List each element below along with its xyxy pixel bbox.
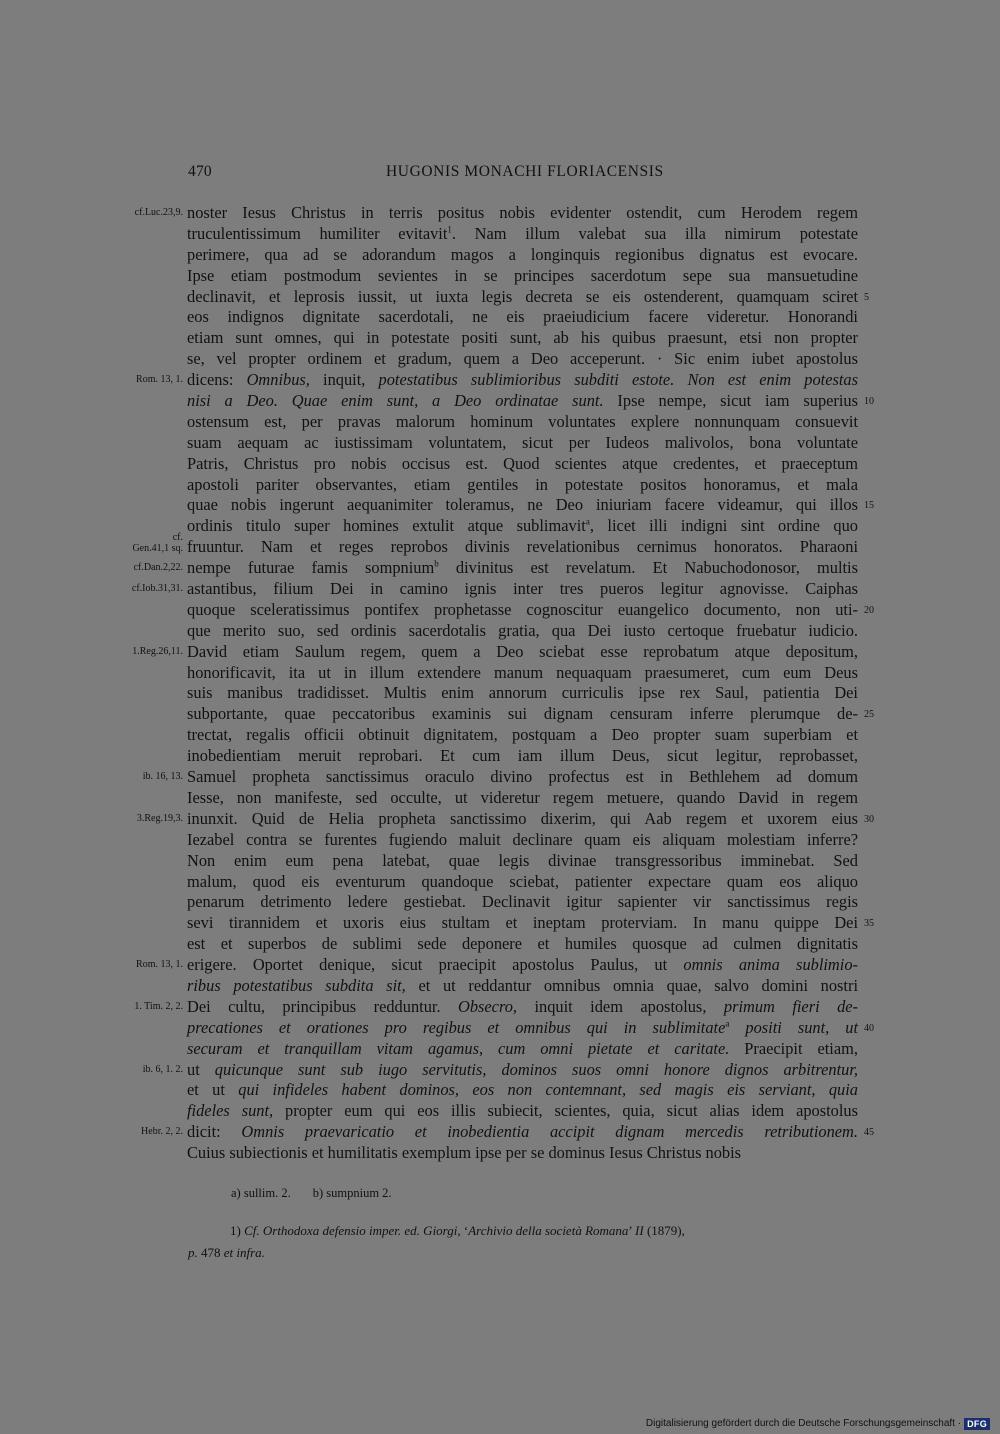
text-line	[0, 851, 1000, 872]
margin-reference: ib. 16, 13.	[142, 771, 183, 783]
text-line	[0, 475, 1000, 496]
text-line	[0, 913, 1000, 934]
text-line	[0, 997, 1000, 1018]
dfg-logo-icon[interactable]: DFG	[964, 1418, 990, 1430]
line-text: Iezabel contra se furentes fugiendo maluit declinare quam eis aliquam molestiam inferre?	[187, 829, 858, 849]
line-number: 15	[864, 500, 874, 512]
text-line	[0, 830, 1000, 851]
line-number: 25	[864, 709, 874, 721]
line-text: que merito suo, sed ordinis sacerdotalis gratia, qua Dei iusto certoque fruebatur iudicio.	[187, 620, 858, 640]
text-line	[0, 872, 1000, 893]
line-text: penarum detrimento ledere gestiebat. Declinavit igitur sapienter vir sanctissimus regis	[187, 892, 858, 912]
line-number: 45	[864, 1127, 874, 1139]
line-text: Patris, Christus pro nobis occisus est. Quod scientes atque credentes, et praeceptum	[187, 453, 858, 473]
text-line	[0, 245, 1000, 266]
line-text: apostoli pariter observantes, etiam gentiles in potestate positos honoramus, et mala	[187, 474, 858, 494]
line-text: declinavit, et leprosis iussit, ut iuxta legis decreta se eis ostenderent, quamquam sciret	[187, 286, 858, 306]
text-line	[0, 976, 1000, 997]
text-line	[0, 1143, 1000, 1164]
line-text: erigere. Oportet denique, sicut praecipit apostolus Paulus, ut omnis anima sublimio-	[187, 955, 858, 975]
text-line	[0, 767, 1000, 788]
text-line	[0, 412, 1000, 433]
text-line	[0, 1080, 1000, 1101]
text-line	[0, 203, 1000, 224]
text-line	[0, 287, 1000, 308]
line-text: etiam sunt omnes, qui in potestate positi sunt, ab his quibus praesunt, etsi non propter	[187, 328, 858, 348]
line-number: 30	[864, 813, 874, 825]
line-text: inunxit. Quid de Helia propheta sanctissimo dixerim, qui Aab regem et uxorem eius	[187, 808, 858, 828]
line-number: 5	[864, 291, 869, 303]
margin-reference: Rom. 13, 1.	[136, 374, 183, 386]
text-line	[0, 600, 1000, 621]
text-line	[0, 307, 1000, 328]
line-text: suis manibus tradidisset. Multis enim annorum curriculis ipse rex Saul, patientia Dei	[187, 683, 858, 703]
digitization-credit	[646, 1417, 990, 1430]
credit-text: Digitalisierung gefördert durch die Deutsche Forschungsgemeinschaft ·	[645, 1418, 962, 1429]
line-text: nempe futurae famis sompnium$^b$ divinitus est revelatum. Et Nabuchodonosor, multis	[187, 558, 858, 578]
critical-apparatus	[231, 1185, 414, 1201]
line-text: truculentissimum humiliter evitavit$^1$. Nam illum valebat sua illa nimirum potestate	[187, 223, 858, 243]
margin-reference: cf.Iob.31,31.	[131, 583, 183, 595]
footnote	[188, 1220, 860, 1264]
line-text: precationes et orationes pro regibus et omnibus qui in sublimitate$^a$ positi sunt, ut	[187, 1017, 858, 1037]
line-text: malum, quod eis eventurum quandoque sciebat, patienter expectare quam eos aliquo	[187, 871, 858, 891]
line-text: fideles sunt, propter eum qui eos illis subiecit, scientes, quia, sicut alias idem apostolus	[187, 1101, 858, 1121]
text-line	[0, 433, 1000, 454]
footnote-line-2: p. 478 et infra.	[188, 1245, 265, 1260]
text-line	[0, 349, 1000, 370]
margin-reference: cf.Luc.23,9.	[134, 207, 183, 218]
line-number: 35	[864, 918, 874, 930]
text-line	[0, 704, 1000, 725]
line-number: 10	[864, 396, 874, 408]
line-text: dicens: Omnibus, inquit, potestatibus sublimioribus subditi estote. Non est enim potestas	[187, 370, 858, 390]
text-line	[0, 621, 1000, 642]
line-text: ostensum est, per pravas malorum hominum voluntates explere nonnunquam consuevit	[187, 411, 858, 431]
text-line	[0, 391, 1000, 412]
line-text: securam et tranquillam vitam agamus, cum omni pietate et caritate. Praecipit etiam,	[187, 1038, 858, 1058]
text-line	[0, 1039, 1000, 1060]
margin-reference: cf. Gen.41,1 sq.	[132, 532, 183, 555]
margin-reference: ib. 6, 1. 2.	[142, 1063, 183, 1075]
text-line	[0, 642, 1000, 663]
main-text	[0, 203, 1000, 1164]
margin-reference: Rom. 13, 1.	[136, 959, 183, 971]
text-line	[0, 532, 1000, 558]
text-line	[0, 934, 1000, 955]
text-line	[0, 266, 1000, 287]
line-text: Cuius subiectionis et humilitatis exemplum ipse per se dominus Iesus Christus nobis	[187, 1143, 742, 1163]
margin-reference: cf.Dan.2,22.	[133, 562, 183, 574]
apparatus-note: b) sumpnium 2.	[312, 1186, 392, 1200]
text-line	[0, 1060, 1000, 1081]
text-line	[0, 224, 1000, 245]
line-text: ut quicunque sunt sub iugo servitutis, dominos suos omni honore dignos arbitrentur,	[187, 1059, 858, 1079]
line-text: subportante, quae peccatoribus examinis sui dignam censuram inferre plerumque de-	[187, 704, 858, 724]
text-line	[0, 746, 1000, 767]
line-text: quoque sceleratissimus pontifex prophetasse cognoscitur euangelico documento, non uti-	[187, 599, 858, 619]
text-line	[0, 683, 1000, 704]
line-text: David etiam Saulum regem, quem a Deo sciebat esse reprobatum atque depositum,	[187, 641, 858, 661]
line-text: suam aequam ac iustissimam voluntatem, sicut per Iudeos malivolos, bona voluntate	[187, 432, 858, 452]
text-line	[0, 579, 1000, 600]
line-text: nisi a Deo. Quae enim sunt, a Deo ordinatae sunt. Ipse nempe, sicut iam superius	[187, 391, 859, 411]
line-text: dicit: Omnis praevaricatio et inobedientia accipit dignam mercedis retributionem.	[187, 1122, 858, 1142]
line-text: perimere, qua ad se adorandum magos a longinquis regionibus dignatus est evocare.	[187, 244, 858, 264]
line-text: Samuel propheta sanctissimus oraculo divino profectus est in Bethlehem ad domum	[187, 767, 858, 787]
text-line	[0, 1018, 1000, 1039]
line-text: quae nobis ingerunt aequanimiter toleramus, ne Deo iniuriam facere videamur, qui illos	[187, 495, 858, 515]
line-text: et ut qui infideles habent dominos, eos non contemnant, sed magis eis serviant, quia	[187, 1080, 858, 1100]
line-text: Iesse, non manifeste, sed occulte, ut videretur regem metuere, quando David in regem	[187, 787, 858, 807]
line-text: inobedientiam meruit reprobari. Et cum iam illum Deus, sicut legitur, reprobasset,	[187, 746, 858, 766]
line-text: eos indignos dignitate sacerdotali, ne eis praeiudicium facere videretur. Honorandi	[187, 307, 858, 327]
margin-reference: Hebr. 2, 2.	[141, 1126, 183, 1138]
running-title: HUGONIS MONACHI FLORIACENSIS	[386, 163, 664, 180]
text-line	[0, 788, 1000, 809]
line-text: est et superbos de sublimi sede deponere et humiles quosque ad culmen dignitatis	[187, 934, 858, 954]
text-line	[0, 1101, 1000, 1122]
line-text: se, vel propter ordinem et gradum, quem a Deo acceperunt. · Sic enim iubet apostolus	[187, 349, 858, 369]
line-text: noster Iesus Christus in terris positus nobis evidenter ostendit, cum Herodem regem	[187, 203, 858, 222]
margin-reference: 1. Tim. 2, 2.	[134, 1000, 183, 1012]
page-number: 470	[188, 163, 212, 180]
margin-reference: 1.Reg.26,11.	[132, 645, 183, 657]
text-line	[0, 892, 1000, 913]
apparatus-note: a) sullim. 2.	[231, 1186, 291, 1200]
text-line	[0, 370, 1000, 391]
text-line	[0, 663, 1000, 684]
line-text: Dei cultu, principibus redduntur. Obsecro, inquit idem apostolus, primum fieri de-	[187, 996, 859, 1016]
text-line	[0, 1122, 1000, 1143]
line-text: ordinis titulo super homines extulit atque sublimavit$^a$, licet illi indigni sint ordine quo	[187, 516, 858, 536]
text-line	[0, 454, 1000, 475]
text-line	[0, 495, 1000, 516]
line-text: sevi tirannidem et uxoris eius stultam et ineptam proterviam. In manu quippe Dei	[187, 913, 858, 933]
line-text: astantibus, filium Dei in camino ignis inter tres pueros legitur agnovisse. Caiphas	[187, 579, 858, 599]
margin-reference: 3.Reg.19,3.	[136, 812, 183, 824]
text-line	[0, 558, 1000, 579]
line-text: Non enim eum pena latebat, quae legis divinae transgressoribus imminebat. Sed	[187, 850, 858, 870]
line-text: Ipse etiam postmodum sevientes in se principes sacerdotum sepe sua mansuetudine	[187, 265, 858, 285]
text-line	[0, 328, 1000, 349]
line-number: 20	[864, 604, 874, 616]
text-line	[0, 725, 1000, 746]
line-text: fruuntur. Nam et reges reprobos divinis revelationibus cernimus honoratos. Pharaoni	[187, 537, 858, 557]
line-number: 40	[864, 1022, 874, 1034]
text-line	[0, 955, 1000, 976]
text-line	[0, 809, 1000, 830]
line-text: trectat, regalis officii obtinuit dignitatem, postquam a Deo propter suam superbiam et	[187, 725, 858, 745]
line-text: ribus potestatibus subdita sit, et ut reddantur omnibus omnia quae, salvo domini nostri	[187, 975, 858, 995]
footnote-line-1: 1) Cf. Orthodoxa defensio imper. ed. Giorgi, ‘Archivio della società Romana’ II (1879),	[230, 1223, 685, 1238]
page-header	[188, 163, 858, 185]
line-text: honorificavit, ita ut in illum extendere manum nequaquam praesumeret, cum eum Deus	[187, 662, 858, 682]
